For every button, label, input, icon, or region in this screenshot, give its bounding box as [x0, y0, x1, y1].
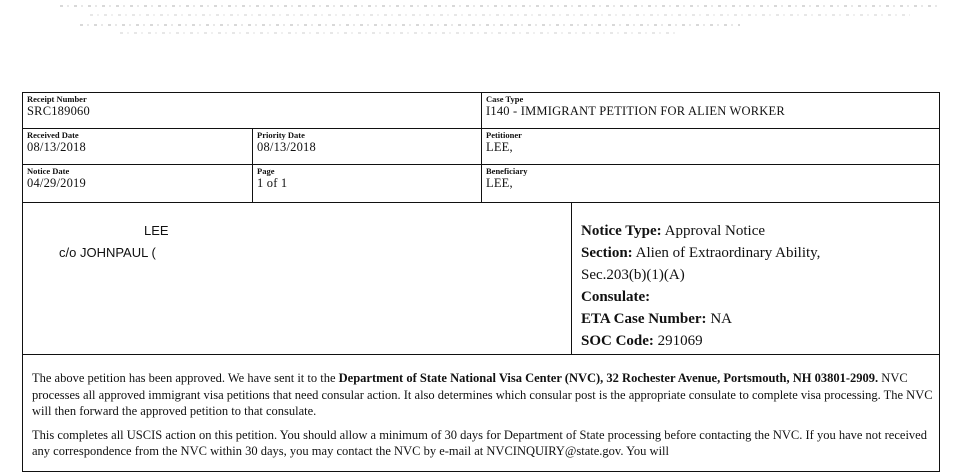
soc-code-line	[581, 330, 939, 352]
priority-date-label: Priority Date	[257, 130, 305, 140]
notice-date-cell	[23, 165, 252, 202]
beneficiary-cell	[481, 165, 939, 202]
consulate-line	[581, 286, 939, 308]
mailing-address	[23, 203, 572, 355]
received-date-label: Received Date	[27, 130, 79, 140]
body-paragraph-2: This completes all USCIS action on this petition. You should allow a minimum of 30 days for Department of State processing before contacting the NVC. If you have not received any correspondence from the NVC within 30 days, you may contact the NVC by e-mail at NVCINQUIRY@state.gov. You will	[32, 427, 927, 458]
notice-body	[32, 370, 934, 467]
address-line-1: LEE	[144, 223, 169, 238]
section-label: Section:	[581, 245, 633, 261]
consulate-label: Consulate:	[581, 289, 651, 305]
priority-date-cell	[252, 129, 481, 164]
notice-date-label: Notice Date	[27, 166, 70, 176]
eta-case-label: ETA Case Number:	[581, 311, 707, 327]
priority-date-value: 08/13/2018	[257, 140, 316, 154]
received-date-cell	[23, 129, 252, 164]
notice-type-line	[581, 220, 939, 242]
case-type-label: Case Type	[486, 94, 524, 104]
body-paragraph-1	[32, 370, 934, 420]
address-line-2: c/o JOHNPAUL (	[59, 245, 156, 260]
notice-details	[572, 203, 939, 355]
soc-code-label: SOC Code:	[581, 333, 654, 349]
notice-date-value: 04/29/2019	[27, 176, 86, 190]
notice-type-label: Notice Type:	[581, 223, 662, 239]
nvc-address: Department of State National Visa Center (NVC), 32 Rochester Avenue, Portsmouth, NH 03801-2909.	[338, 371, 879, 385]
beneficiary-label: Beneficiary	[486, 166, 528, 176]
case-type-cell	[481, 93, 939, 128]
page-label: Page	[257, 166, 275, 176]
section-value-2: Sec.203(b)(1)(A)	[581, 267, 685, 283]
beneficiary-value: LEE,	[486, 176, 513, 190]
section-line-2	[581, 264, 939, 286]
body-p1-start: The above petition has been approved. We have sent it to the	[32, 371, 339, 385]
petitioner-value: LEE,	[486, 140, 513, 154]
receipt-number-value: SRC189060	[27, 104, 90, 118]
section-value: Alien of Extraordinary Ability,	[635, 245, 821, 261]
header-row-2	[23, 129, 939, 165]
page-value: 1 of 1	[257, 176, 288, 190]
petitioner-cell	[481, 129, 939, 164]
scan-artifact-header	[0, 0, 964, 40]
page-cell	[252, 165, 481, 202]
notice-type-value: Approval Notice	[664, 223, 766, 239]
received-date-value: 08/13/2018	[27, 140, 86, 154]
receipt-number-label: Receipt Number	[27, 94, 87, 104]
case-type-value: I140 - IMMIGRANT PETITION FOR ALIEN WORKER	[486, 104, 785, 118]
receipt-number-cell	[23, 93, 481, 128]
petitioner-label: Petitioner	[486, 130, 522, 140]
eta-case-value: NA	[710, 311, 732, 327]
eta-case-line	[581, 308, 939, 330]
soc-code-value: 291069	[657, 333, 703, 349]
body-p1-end: NVC processes all approved immigrant visa petitions that need consular action. It also determines which consular post is the appropriate consulate to complete visa processing. The NVC will then forward the approved petition to that consulate.	[32, 371, 933, 418]
header-row-3	[23, 165, 939, 203]
section-line	[581, 242, 939, 264]
header-row-1	[23, 93, 939, 129]
